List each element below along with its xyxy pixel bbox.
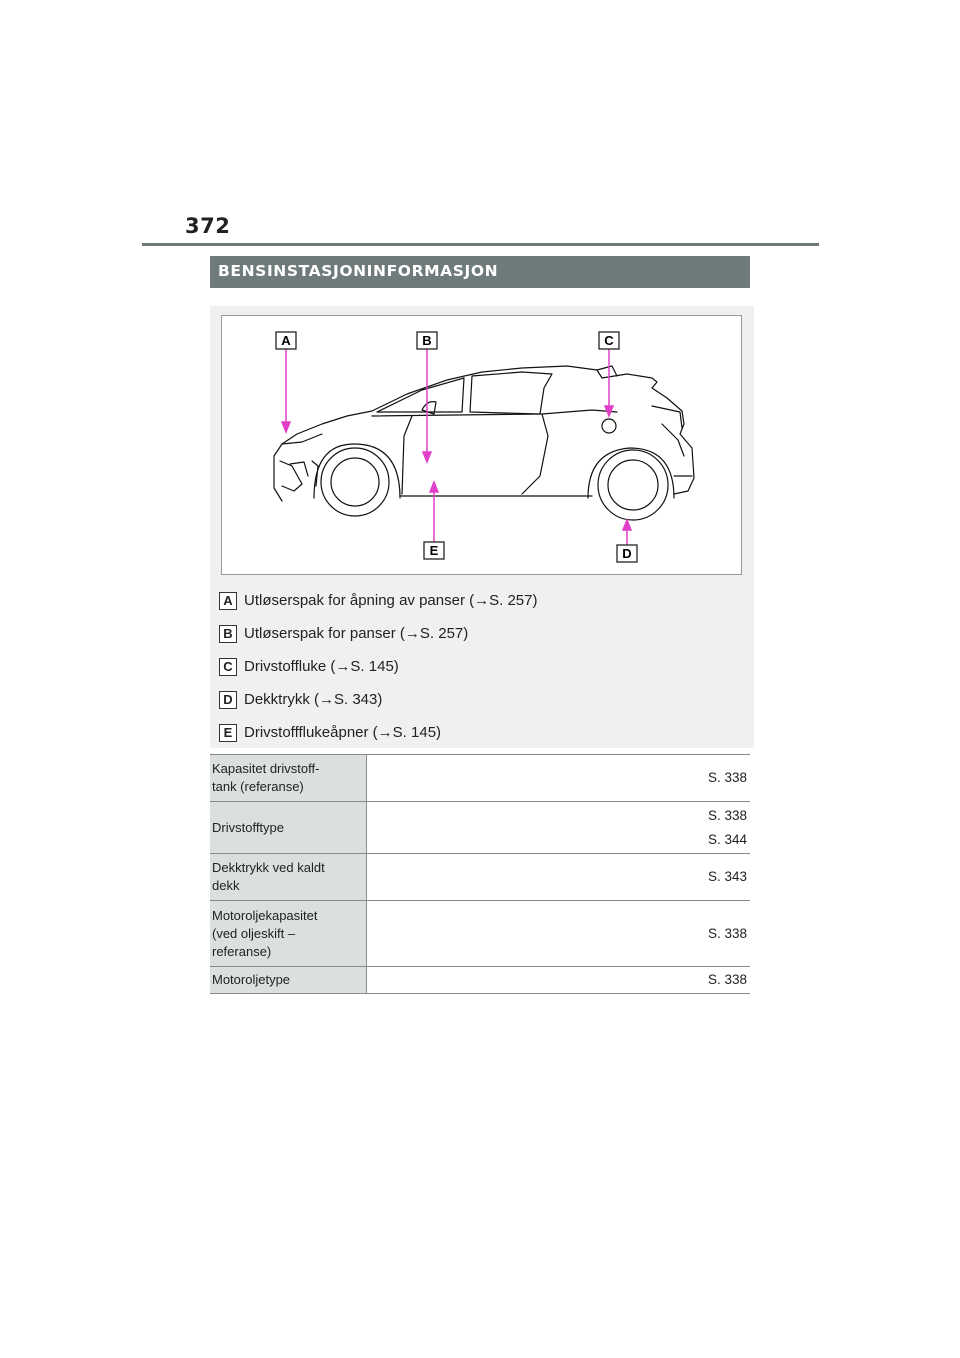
page-ref: S. 338	[707, 972, 747, 987]
page-number: 372	[185, 214, 231, 238]
row-value-oil-type	[367, 967, 751, 994]
row-label-fuel-type: Drivstofftype	[210, 802, 367, 854]
row-value-fuel-type	[367, 802, 751, 854]
legend-text-a: Utløserspak for åpning av panser (→S. 257)	[244, 592, 538, 609]
legend-text-d: Dekktrykk (→S. 343)	[244, 691, 383, 708]
row-value-tire-pressure	[367, 854, 751, 901]
row-label-oil-capacity: Motoroljekapasitet (ved oljeskift – referanse)	[210, 901, 367, 967]
row-value-oil-capacity	[367, 901, 751, 967]
legend-item-d	[219, 683, 537, 716]
legend-text-e: Drivstoffflukeåpner (→S. 145)	[244, 724, 442, 741]
row-label-oil-type: Motoroljetype	[210, 967, 367, 994]
legend-key-c: C	[219, 658, 237, 676]
table-row	[210, 854, 750, 901]
table-row	[210, 755, 750, 802]
car-side-view-illustration	[222, 316, 743, 576]
figure-panel	[210, 306, 754, 748]
callout-legend	[219, 584, 537, 749]
row-value-fuel-capacity	[367, 755, 751, 802]
page-ref: S. 344	[707, 831, 747, 847]
callout-a: A	[281, 333, 291, 348]
legend-key-b: B	[219, 625, 237, 643]
table-row	[210, 901, 750, 967]
callout-c: C	[604, 333, 614, 348]
legend-item-c	[219, 650, 537, 683]
car-illustration-frame	[221, 315, 742, 575]
legend-item-a	[219, 584, 537, 617]
section-title: BENSINSTASJONINFORMASJON	[210, 256, 750, 288]
legend-text-b: Utløserspak for panser (→S. 257)	[244, 625, 469, 642]
callout-leaders	[282, 348, 631, 552]
row-label-fuel-capacity: Kapasitet drivstoff- tank (referanse)	[210, 755, 367, 802]
car-outline	[274, 366, 694, 520]
legend-item-e	[219, 716, 537, 749]
reference-table	[210, 754, 750, 994]
legend-item-b	[219, 617, 537, 650]
table-row	[210, 967, 750, 994]
callout-labels	[276, 332, 637, 562]
table-row	[210, 802, 750, 854]
page-ref: S. 338	[707, 807, 747, 823]
top-rule	[142, 243, 819, 246]
page-ref: S. 338	[707, 925, 747, 941]
callout-d: D	[622, 546, 632, 561]
callout-e: E	[429, 543, 439, 558]
row-label-tire-pressure: Dekktrykk ved kaldt dekk	[210, 854, 367, 901]
page-ref: S. 338	[707, 770, 747, 785]
legend-key-e: E	[219, 724, 237, 742]
legend-key-a: A	[219, 592, 237, 610]
legend-text-c: Drivstoffluke (→S. 145)	[244, 658, 399, 675]
callout-b: B	[422, 333, 432, 348]
legend-key-d: D	[219, 691, 237, 709]
page-ref: S. 343	[707, 869, 747, 884]
